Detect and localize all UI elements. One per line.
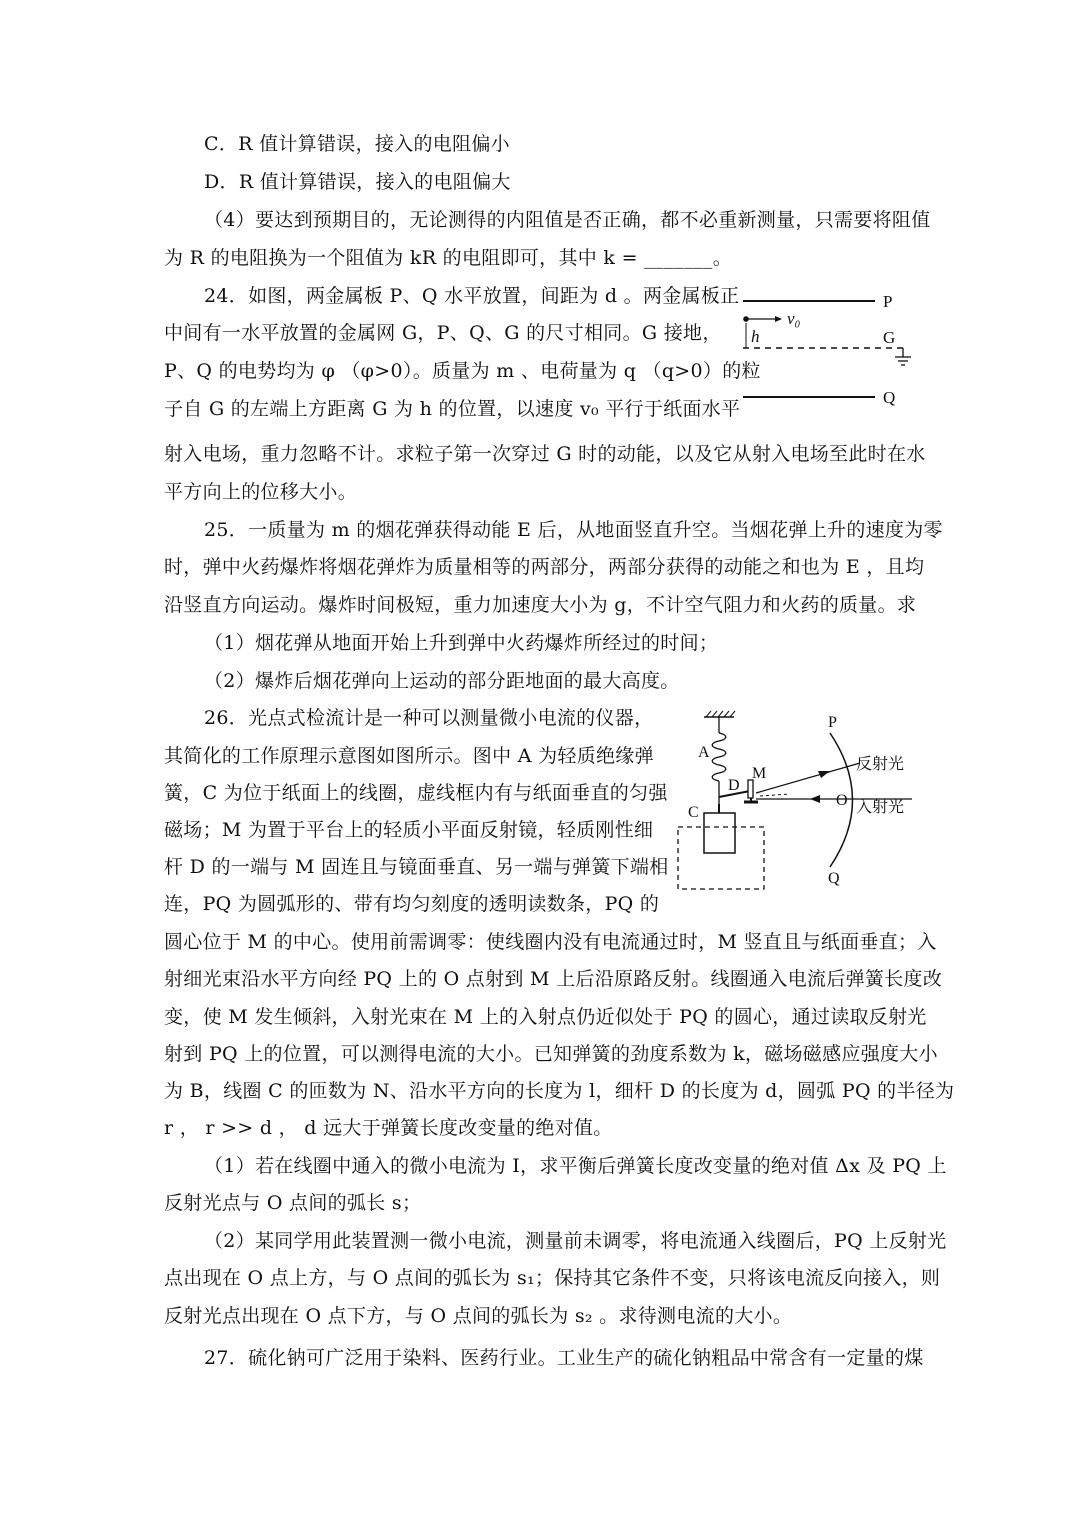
q26-line5: 杆 D 的一端与 M 固连且与镜面垂直、另一端与弹簧下端相 [164,856,669,878]
q24-line4: 子自 G 的左端上方距离 G 为 h 的位置，以速度 v₀ 平行于纸面水平 [164,398,741,420]
q26-line12: r ， r >> d ， d 远大于弹簧长度改变量的绝对值。 [164,1117,613,1139]
q26-part1-line2: 反射光点与 O 点间的弧长 s； [164,1192,422,1214]
q26-line9: 变，使 M 发生倾斜，入射光束在 M 上的入射点仍近似处于 PQ 的圆心，通过读取反射光 [164,1006,927,1028]
label-reflect: 反射光 [856,756,905,773]
label-h: h [751,327,760,346]
q26-line10: 射到 PQ 上的位置，可以测得电流的大小。已知弹簧的劲度系数为 k，磁场磁感应强度大小 [164,1043,938,1065]
label-incident: 入射光 [856,799,905,816]
spring-coil [712,733,726,781]
q23-part4-line1: （4）要达到预期目的，无论测得的内阻值是否正确，都不必重新测量，只需要将阻值 [204,209,931,231]
q26-part2-line3: 反射光点出现在 O 点下方，与 O 点间的弧长为 s₂ 。求待测电流的大小。 [164,1305,793,1327]
q26-line8: 射细光束沿水平方向经 PQ 上的 O 点射到 M 上后沿原路反射。线圈通入电流后弹簧长度改 [164,968,943,990]
reflected-beam-dash [760,794,790,796]
reflected-arrowhead [818,771,830,778]
label-p: P [883,292,893,311]
q25-line1: 25．一质量为 m 的烟花弹获得动能 E 后，从地面竖直升空。当烟花弹上升的速度为零 [204,519,943,541]
ceiling-hatch [706,711,735,717]
label-m: M [752,765,767,782]
q26-line1: 26．光点式检流计是一种可以测量微小电流的仪器， [204,707,654,729]
coil-c [704,813,735,853]
option-c: C．R 值计算错误，接入的电阻偏小 [204,133,510,155]
label-a: A [698,744,710,761]
q25-line2: 时，弹中火药爆炸将烟花弹炸为质量相等的两部分，两部分获得的动能之和也为 E ，且均 [164,556,925,578]
q26-line7: 圆心位于 M 的中心。使用前需调零：使线圈内没有电流通过时，M 竖直且与纸面垂直；入 [164,931,937,953]
q24-figure [735,285,930,415]
label-q: Q [883,388,896,407]
q26-part1-line1: （1）若在线圈中通入的微小电流为 I，求平衡后弹簧长度改变量的绝对值 Δx 及 PQ 上 [204,1155,947,1177]
label-v0: v₀ [787,309,801,328]
label-c: C [688,804,699,821]
reflected-beam [756,763,860,793]
q25-part1: （1）烟花弹从地面开始上升到弹中火药爆炸所经过的时间； [204,632,719,654]
q26-line6: 连，PQ 为圆弧形的、带有均匀刻度的透明读数条，PQ 的 [164,893,660,915]
q26-line4: 磁场；M 为置于平台上的轻质小平面反射镜，轻质刚性细 [164,819,654,841]
option-d: D．R 值计算错误，接入的电阻偏大 [204,171,511,193]
q23-part4-line2: 为 R 的电阻换为一个阻值为 kR 的电阻即可，其中 k = _______。 [164,247,733,269]
q27-line1: 27．硫化钠可广泛用于染料、医药行业。工业生产的硫化钠粗品中常含有一定量的煤 [204,1347,924,1369]
label-d: D [728,777,740,794]
q26-line3: 簧，C 为位于纸面上的线圈，虚线框内有与纸面垂直的匀强 [164,782,668,804]
q26-line2: 其简化的工作原理示意图如图所示。图中 A 为轻质绝缘弹 [164,745,654,767]
velocity-arrowhead [775,316,782,322]
q25-part2: （2）爆炸后烟花弹向上运动的部分距地面的最大高度。 [204,670,680,692]
q26-figure [670,705,920,895]
label-o: O [836,792,848,809]
q25-line3: 沿竖直方向运动。爆炸时间极短，重力加速度大小为 g，不计空气阻力和火药的质量。求 [164,594,917,616]
q26-part2-line2: 点出现在 O 点上方，与 O 点间的弧长为 s₁；保持其它条件不变，只将该电流反向接入，则 [164,1267,941,1289]
mirror-m [748,780,753,798]
label-g: G [883,328,896,347]
q24-line2: 中间有一水平放置的金属网 G，P、Q、G 的尺寸相同。G 接地， [164,322,722,344]
q24-line5: 射入电场，重力忽略不计。求粒子第一次穿过 G 时的动能，以及它从射入电场至此时在水 [164,443,926,465]
q24-line1: 24．如图，两金属板 P、Q 水平放置，间距为 d 。两金属板正 [204,285,740,307]
q26-part2-line1: （2）某同学用此装置测一微小电流，测量前未调零，将电流通入线圈后，PQ 上反射光 [204,1230,947,1252]
incident-arrowhead [810,795,820,803]
label-q: Q [828,870,840,887]
label-p: P [828,714,837,731]
q24-line6: 平方向上的位移大小。 [164,481,358,503]
q26-line11: 为 B，线圈 C 的匝数为 N、沿水平方向的长度为 l，细杆 D 的长度为 d，圆弧 PQ 的半径为 [164,1080,955,1102]
q24-line3: P、Q 的电势均为 φ （φ>0）。质量为 m 、电荷量为 q （q>0）的粒 [164,360,761,382]
